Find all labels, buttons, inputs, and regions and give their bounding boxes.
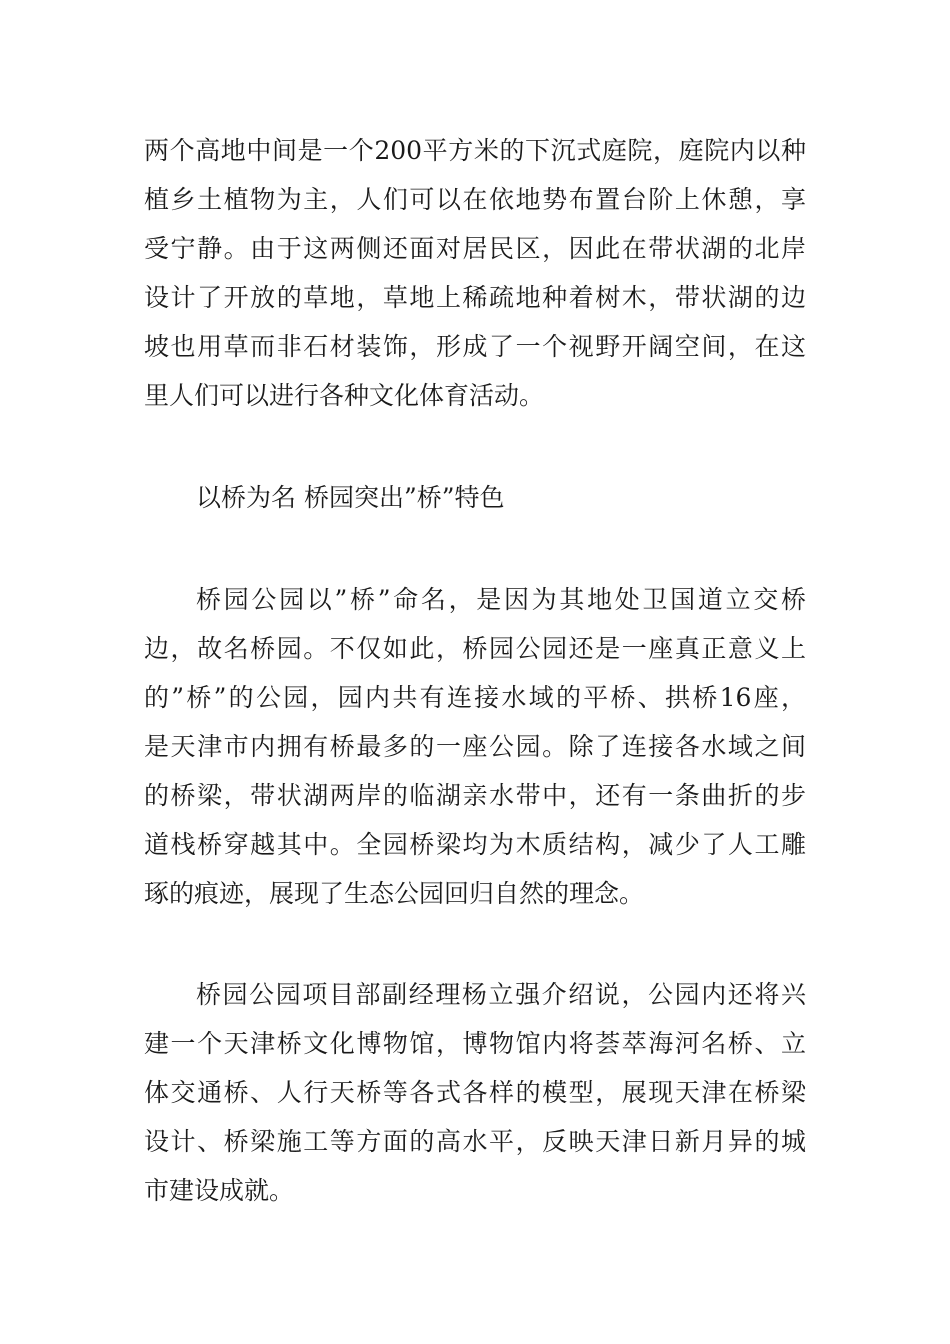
section-heading <box>144 473 806 522</box>
text-line: 市建设成就。 <box>144 1176 295 1205</box>
text-line: 道栈桥穿越其中。全园桥梁均为木质结构，减少了人工雕 <box>144 830 806 859</box>
text-line: 琢的痕迹，展现了生态公园回归自然的理念。 <box>144 879 645 908</box>
text-line: 桥园公园项目部副经理杨立强介绍说，公园内还将兴 <box>196 980 806 1009</box>
text-line: 里人们可以进行各种文化体育活动。 <box>144 381 545 410</box>
text-line: 两个高地中间是一个200平方米的下沉式庭院，庭院内以种 <box>144 136 806 165</box>
text-line: 的”桥”的公园，园内共有连接水域的平桥、拱桥16座， <box>144 683 806 712</box>
text-line: 体交通桥、人行天桥等各式各样的模型，展现天津在桥梁 <box>144 1078 806 1107</box>
text-line: 设计了开放的草地，草地上稀疏地种着树木，带状湖的边 <box>144 283 806 312</box>
text-line: 建一个天津桥文化博物馆，博物馆内将荟萃海河名桥、立 <box>144 1029 806 1058</box>
text-line: 坡也用草而非石材装饰，形成了一个视野开阔空间，在这 <box>144 332 806 361</box>
paragraph-courtyard <box>144 126 806 420</box>
text-line: 边，故名桥园。不仅如此，桥园公园还是一座真正意义上 <box>144 634 806 663</box>
paragraph-museum <box>144 970 806 1215</box>
text-line: 受宁静。由于这两侧还面对居民区，因此在带状湖的北岸 <box>144 234 806 263</box>
text-line: 桥园公园以”桥”命名，是因为其地处卫国道立交桥 <box>196 585 806 614</box>
text-line: 是天津市内拥有桥最多的一座公园。除了连接各水域之间 <box>144 732 806 761</box>
heading-text: 以桥为名 桥园突出”桥”特色 <box>196 483 505 512</box>
text-line: 设计、桥梁施工等方面的高水平，反映天津日新月异的城 <box>144 1127 806 1156</box>
text-line: 植乡土植物为主，人们可以在依地势布置台阶上休憩，享 <box>144 185 806 214</box>
paragraph-bridges <box>144 575 806 918</box>
text-line: 的桥梁，带状湖两岸的临湖亲水带中，还有一条曲折的步 <box>144 781 806 810</box>
